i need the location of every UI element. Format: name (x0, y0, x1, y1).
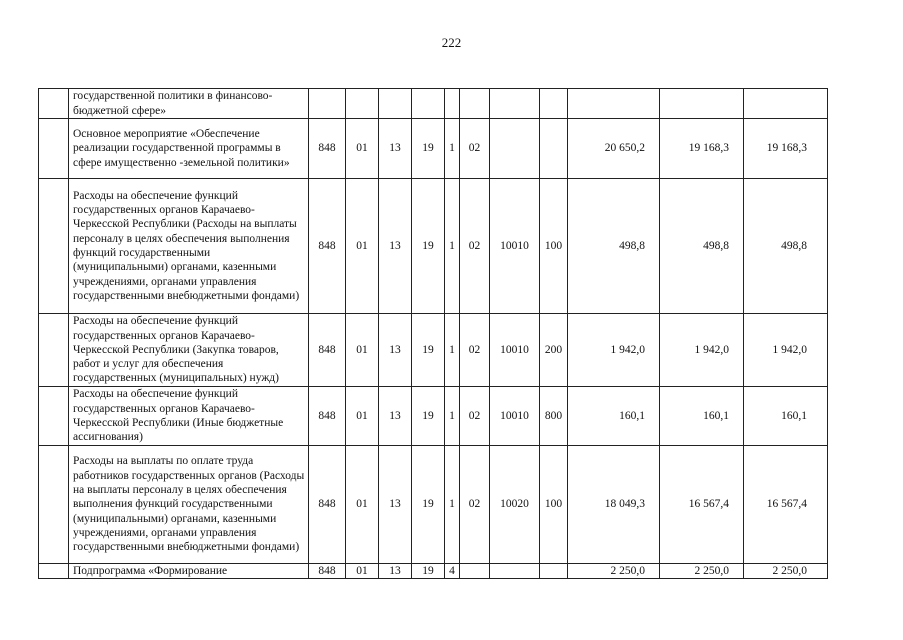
amount-year3-cell: 2 250,0 (744, 564, 828, 579)
expense-type-cell: 100 (540, 446, 568, 564)
ministry-code-cell: 848 (309, 564, 346, 579)
amount-year3-cell: 1 942,0 (744, 314, 828, 387)
subprogram-code-cell (445, 89, 460, 119)
subprogram-code-cell: 1 (445, 446, 460, 564)
program-code-cell: 19 (412, 564, 445, 579)
subsection-code-cell: 13 (379, 119, 412, 179)
amount-year2-cell: 16 567,4 (660, 446, 744, 564)
amount-year1-cell: 160,1 (568, 387, 660, 446)
row-index-cell (39, 446, 69, 564)
program-code-cell: 19 (412, 179, 445, 314)
expense-name-cell: Расходы на обеспечение функций государственных органов Карачаево-Черкесской Республики (Иные бюджетные ассигнования) (69, 387, 309, 446)
row-index-cell (39, 119, 69, 179)
row-index-cell (39, 564, 69, 579)
section-code-cell: 01 (346, 179, 379, 314)
event-code-cell: 02 (460, 314, 490, 387)
ministry-code-cell (309, 89, 346, 119)
amount-year2-cell: 2 250,0 (660, 564, 744, 579)
program-code-cell: 19 (412, 314, 445, 387)
expense-name-cell: Подпрограмма «Формирование (69, 564, 309, 579)
subsection-code-cell (379, 89, 412, 119)
event-code-cell: 02 (460, 446, 490, 564)
section-code-cell: 01 (346, 119, 379, 179)
subsection-code-cell: 13 (379, 179, 412, 314)
section-code-cell: 01 (346, 387, 379, 446)
table-row (39, 119, 828, 179)
table-row (39, 314, 828, 387)
expense-type-cell (540, 89, 568, 119)
program-code-cell: 19 (412, 119, 445, 179)
program-code-cell: 19 (412, 387, 445, 446)
event-code-cell: 02 (460, 387, 490, 446)
event-code-cell: 02 (460, 179, 490, 314)
event-code-cell (460, 564, 490, 579)
table-row (39, 564, 828, 579)
expense-name-cell: государственной политики в финансово-бюджетной сфере» (69, 89, 309, 119)
subsection-code-cell: 13 (379, 314, 412, 387)
amount-year1-cell: 1 942,0 (568, 314, 660, 387)
subprogram-code-cell: 4 (445, 564, 460, 579)
table-row (39, 179, 828, 314)
row-index-cell (39, 179, 69, 314)
expense-type-cell (540, 564, 568, 579)
expense-type-cell: 800 (540, 387, 568, 446)
section-code-cell (346, 89, 379, 119)
program-code-cell (412, 89, 445, 119)
amount-year2-cell (660, 89, 744, 119)
section-code-cell: 01 (346, 446, 379, 564)
section-code-cell: 01 (346, 314, 379, 387)
amount-year3-cell: 498,8 (744, 179, 828, 314)
subprogram-code-cell: 1 (445, 387, 460, 446)
table-row (39, 387, 828, 446)
amount-year2-cell: 1 942,0 (660, 314, 744, 387)
direction-code-cell: 10020 (490, 446, 540, 564)
amount-year2-cell: 19 168,3 (660, 119, 744, 179)
ministry-code-cell: 848 (309, 179, 346, 314)
ministry-code-cell: 848 (309, 446, 346, 564)
direction-code-cell: 10010 (490, 314, 540, 387)
expense-type-cell: 100 (540, 179, 568, 314)
row-index-cell (39, 89, 69, 119)
event-code-cell: 02 (460, 119, 490, 179)
amount-year1-cell: 498,8 (568, 179, 660, 314)
ministry-code-cell: 848 (309, 119, 346, 179)
amount-year3-cell: 160,1 (744, 387, 828, 446)
subprogram-code-cell: 1 (445, 314, 460, 387)
direction-code-cell (490, 89, 540, 119)
direction-code-cell: 10010 (490, 179, 540, 314)
amount-year1-cell: 2 250,0 (568, 564, 660, 579)
row-index-cell (39, 387, 69, 446)
direction-code-cell (490, 564, 540, 579)
subsection-code-cell: 13 (379, 387, 412, 446)
subsection-code-cell: 13 (379, 564, 412, 579)
amount-year2-cell: 160,1 (660, 387, 744, 446)
expense-type-cell: 200 (540, 314, 568, 387)
amount-year3-cell: 19 168,3 (744, 119, 828, 179)
budget-table-body (39, 89, 828, 579)
subprogram-code-cell: 1 (445, 119, 460, 179)
amount-year3-cell (744, 89, 828, 119)
section-code-cell: 01 (346, 564, 379, 579)
amount-year2-cell: 498,8 (660, 179, 744, 314)
budget-table (38, 88, 828, 579)
row-index-cell (39, 314, 69, 387)
expense-name-cell: Расходы на обеспечение функций государственных органов Карачаево-Черкесской Республики (Расходы на выплаты персоналу в целях обеспечения выполнения функций государственными (муниципальными) органами, казенными учреждениями, органами управления государственными внебюджетными фондами) (69, 179, 309, 314)
page-number: 222 (441, 35, 462, 50)
expense-type-cell (540, 119, 568, 179)
amount-year1-cell (568, 89, 660, 119)
expense-name-cell: Основное мероприятие «Обеспечение реализации государственной программы в сфере имущественно -земельной политики» (69, 119, 309, 179)
subsection-code-cell: 13 (379, 446, 412, 564)
amount-year3-cell: 16 567,4 (744, 446, 828, 564)
event-code-cell (460, 89, 490, 119)
table-row (39, 446, 828, 564)
amount-year1-cell: 20 650,2 (568, 119, 660, 179)
amount-year1-cell: 18 049,3 (568, 446, 660, 564)
expense-name-cell: Расходы на выплаты по оплате труда работников государственных органов (Расходы на выплаты персоналу в целях обеспечения выполнения функций государственными (муниципальными) органами, казенными учреждениями, органами управления государственными внебюджетными фондами) (69, 446, 309, 564)
direction-code-cell: 10010 (490, 387, 540, 446)
ministry-code-cell: 848 (309, 387, 346, 446)
ministry-code-cell: 848 (309, 314, 346, 387)
expense-name-cell: Расходы на обеспечение функций государственных органов Карачаево-Черкесской Республики (Закупка товаров, работ и услуг для обеспечения государственных (муниципальных) нужд) (69, 314, 309, 387)
subprogram-code-cell: 1 (445, 179, 460, 314)
table-row (39, 89, 828, 119)
program-code-cell: 19 (412, 446, 445, 564)
direction-code-cell (490, 119, 540, 179)
